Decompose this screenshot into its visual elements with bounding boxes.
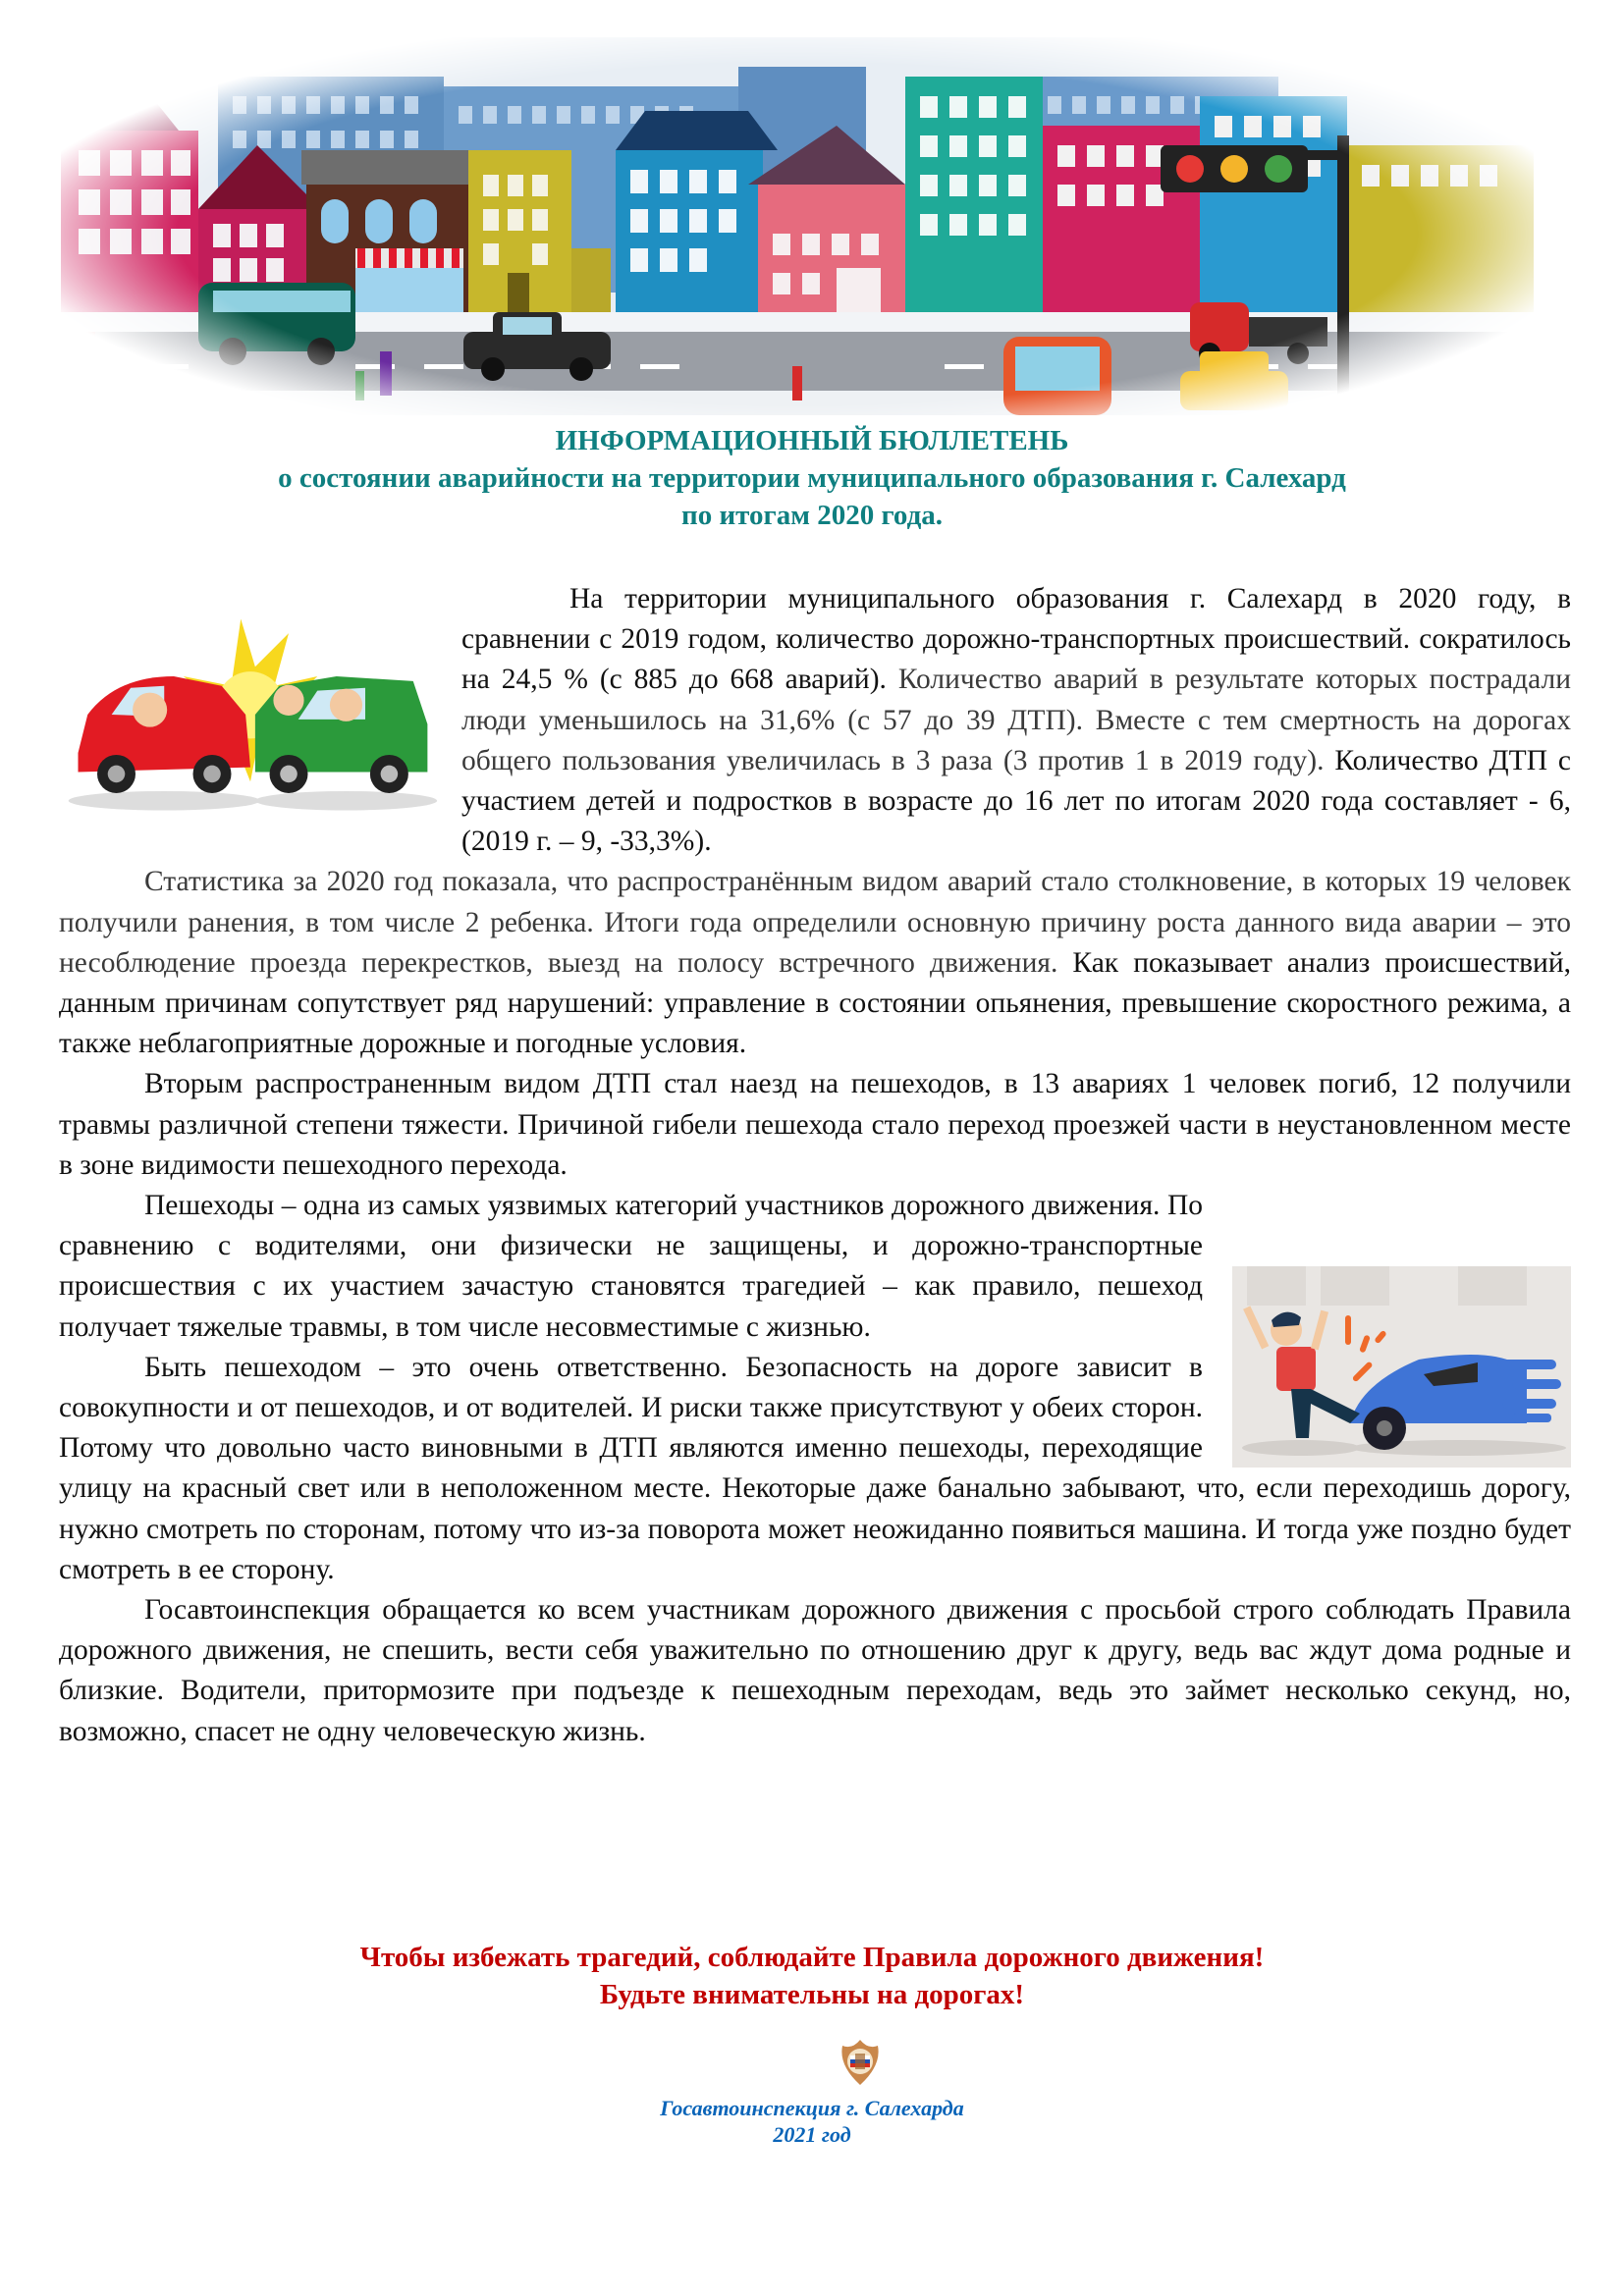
paragraph-collisions [59,862,1571,1064]
banner-city-illustration [61,37,1534,415]
paragraph-appeal: Госавтоинспекция обращается ко всем участникам дорожного движения с просьбой строго соблюдать Правила дорожного движения, не спешить, вести себя уважительно по отношению друг к другу, ведь вас ждут дома родные и близкие. Водители, притормозите при подъезде к пешеходным переходам, ведь это займет несколько секунд, но, возможно, спасет не одну человеческую жизнь. [59,1594,1571,1747]
text-collision-causes: Итоги года определили основную причину роста данного вида аварии – это несоблюдение проезда перекрестков, выезд на полосу встречного движения. [59,906,1572,979]
text-accident-count: На территории муниципального образования г. Салехард в 2020 году, в сравнении с 2019 годом, количество дорожно-транспортных происшествий. сократилось на 24,5 % (с 885 до 668 аварий). [461,583,1571,696]
slogan-line-1: Чтобы избежать трагедий, соблюдайте Правила дорожного движения! [359,1942,1265,1973]
city-street-icon [61,37,1534,415]
bulletin-period: по итогам 2020 года. [681,500,943,531]
bulletin-subtitle: о состоянии аварийности на территории муниципального образования г. Салехард [278,462,1346,494]
paragraph-pedestrian-vulnerability: Пешеходы – одна из самых уязвимых категорий участников дорожного движения. По сравнению с водителями, они физически не защищены, и дорожно-транспортные происшествия с их участием зачастую становятся трагедией – как правило, пешеход получает тяжелые травмы, в том числе несовместимые с жизнью. [59,1190,1203,1343]
police-emblem [839,2036,882,2087]
text-children-accidents: Количество ДТП с участием детей и подростков в возрасте до 16 лет по итогам 2020 года составляет - 6, (2019 г. – 9, -33,3%). [461,744,1572,858]
text-violations: Как показывает анализ происшествий, данным причинам сопутствует ряд нарушений: управление в состоянии опьянения, превышение скоростного режима, а также неблагоприятные дорожные и погодные условия. [59,946,1571,1060]
paragraph-pedestrian-hits: Вторым распространенным видом ДТП стал наезд на пешеходов, в 13 авариях 1 человек погиб, 12 получили травмы различной степени тяжести. Причиной гибели пешехода стало переход проезжей части в неустановленном месте в зоне видимости пешеходного перехода. [59,1068,1571,1181]
slogan-line-2: Будьте внимательны на дорогах! [599,1979,1025,2010]
car-crash-icon [59,607,442,823]
bulletin-header [0,422,1624,534]
crash-illustration [59,607,442,823]
bulletin-title: ИНФОРМАЦИОННЫЙ БЮЛЛЕТЕНЬ [555,425,1069,456]
text-injury-mortality: Количество аварий в результате которых пострадали люди уменьшилось на 31,6% (с 57 до 39 ДТП). Вместе с тем смертность на дорогах общего пользования увеличилась в 3 раза (3 против 1 в 2019 году). [461,664,1571,776]
bulletin-body [59,579,1571,1752]
traffic-police-emblem-icon [839,2036,882,2087]
footer-year: 2021 год [773,2122,851,2147]
paragraph-pedestrian-responsibility: Быть пешеходом – это очень ответственно. Безопасность на дороге зависит в совокупности и от пешеходов, и от водителей. И риски также присутствуют у обеих сторон. Потому что довольно часто виновными в ДТП являются именно пешеходы, переходящие улицу на красный свет или в неположенном месте. Некоторые даже банально забывают, что, если переходишь дорогу, нужно смотреть по сторонам, потому что из-за поворота может неожиданно появиться машина. И тогда уже поздно будет смотреть в ее сторону. [59,1351,1571,1585]
safety-slogan [0,1939,1624,2013]
footer-organization: Госавтоинспекция г. Салехарда [660,2096,964,2120]
pedestrian-accident-icon [1232,1266,1571,1468]
footer-signature [0,2095,1624,2148]
pedestrian-illustration [1232,1266,1571,1468]
text-collision-stats: Статистика за 2020 год показала, что распространённым видом аварий стало столкновение, в которых 19 человек получили ранения, в том числе 2 ребенка. [59,866,1571,938]
